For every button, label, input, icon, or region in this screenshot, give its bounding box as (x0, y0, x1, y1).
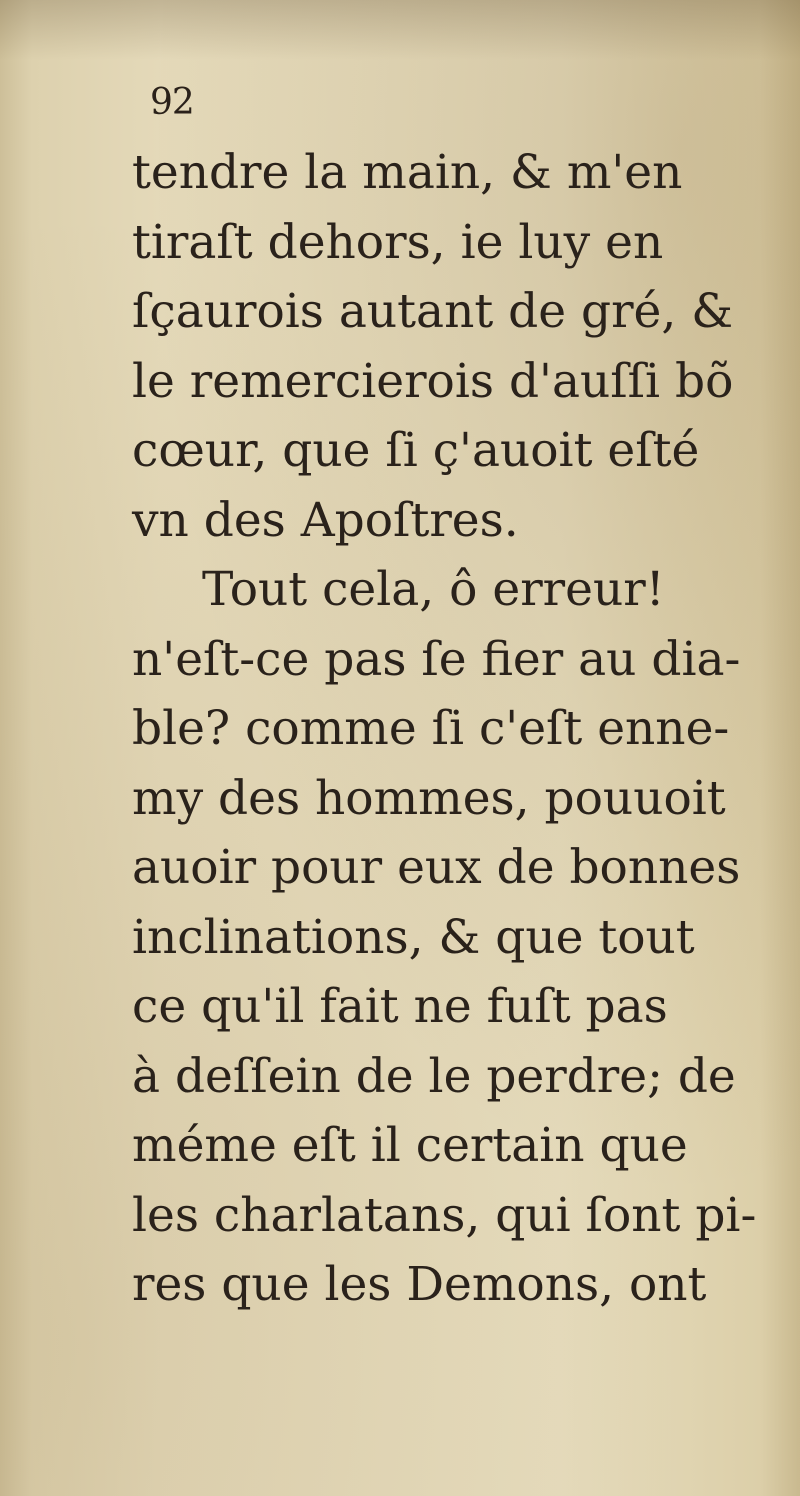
text-line: cœur, que ſi ç'auoit eſté (132, 423, 700, 478)
text-line: tiraſt dehors, ie luy en (132, 214, 664, 270)
text-line: tendre la main, & m'en (132, 145, 683, 200)
text-line: res que les Demons, ont (132, 1257, 707, 1312)
text-line: ble? comme ſi c'eſt enne- (132, 701, 730, 756)
text-line: le remercierois d'auſſi bõ (132, 353, 734, 409)
text-line: à deſſein de le perdre; de (132, 1048, 736, 1104)
body-text (132, 138, 757, 1320)
text-line: méme eſt il certain que (132, 1118, 688, 1173)
text-line: my des hommes, pouuoit (132, 770, 726, 826)
text-line: n'eſt-ce pas ſe fier au dia- (132, 631, 741, 687)
page-edge-shadow (0, 0, 800, 60)
text-line: vn des Apoſtres. (132, 492, 519, 548)
page-number: 92 (150, 82, 194, 123)
text-line: les charlatans, qui ſont pi- (132, 1187, 757, 1243)
text-line: inclinations, & que tout (132, 909, 695, 965)
text-line: Tout cela, ô erreur! (202, 562, 665, 617)
text-line: auoir pour eux de bonnes (132, 840, 741, 895)
text-line: ſçaurois autant de gré, & (132, 284, 734, 339)
text-line: ce qu'il fait ne fuſt pas (132, 979, 668, 1034)
